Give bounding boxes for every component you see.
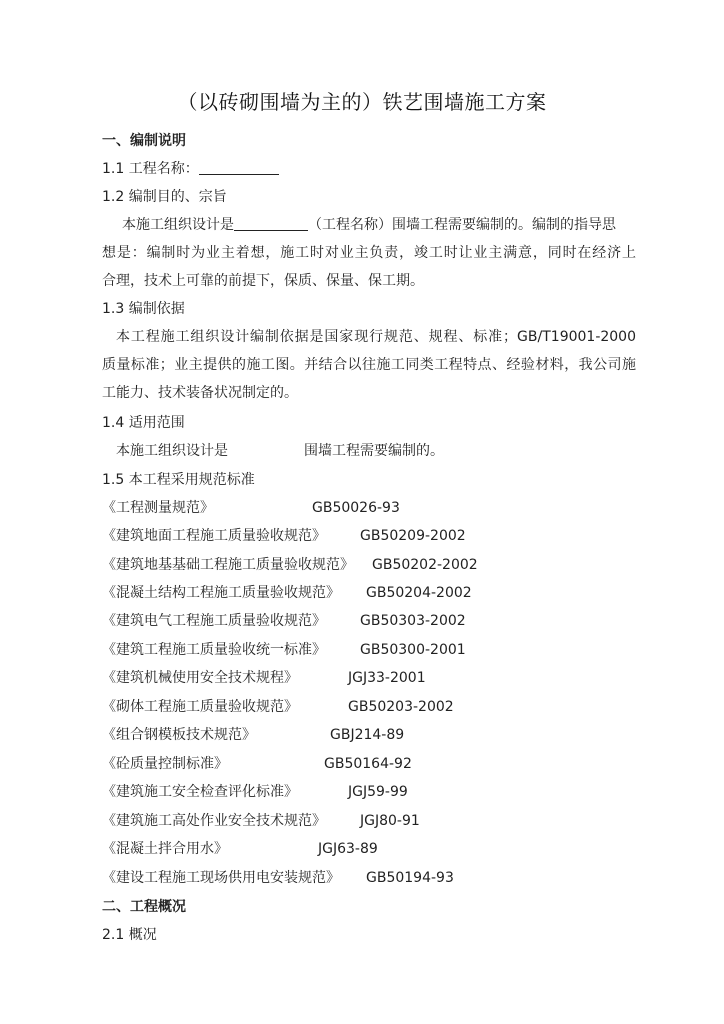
subsection-1-2-label: 1.2 编制目的、宗旨 [102,189,227,205]
standard-code: GBJ214-89 [330,727,405,743]
purpose-project-blank [234,216,308,231]
standard-code: GB50194-93 [366,870,454,886]
subsection-1-4-label: 1.4 适用范围 [102,415,185,431]
standard-code: JGJ63-89 [318,841,378,857]
standard-code: GB50164-92 [324,756,412,772]
scope-text-end: 围墙工程需要编制的。 [304,443,444,459]
project-name-label: 1.1 工程名称： [102,161,199,177]
subsection-1-5-label: 1.5 本工程采用规范标准 [102,472,255,488]
standard-code: GB50204-2002 [366,585,472,601]
subsection-2-1-label: 2.1 概况 [102,927,157,943]
standard-code: JGJ59-99 [348,784,408,800]
standard-name: 《砼质量控制标准》 [102,756,228,772]
standard-name: 《建筑机械使用安全技术规程》 [102,670,298,686]
scope-text-start: 本施工组织设计是 [116,443,228,459]
standard-code: GB50026-93 [312,500,400,516]
subsection-1-3-label: 1.3 编制依据 [102,301,185,317]
standard-name: 《建筑施工高处作业安全技术规范》 [102,813,326,829]
basis-paragraph-line-1: 本工程施工组织设计编制依据是国家现行规范、规程、标准；GB/T19001-2000 [116,329,636,345]
purpose-paragraph-line-1 [122,215,636,235]
standard-name: 《砌体工程施工质量验收规范》 [102,699,298,715]
document-title: （以砖砌围墙为主的）铁艺围墙施工方案 [177,90,547,114]
scope-paragraph [116,441,636,461]
standard-code: GB50209-2002 [360,528,466,544]
section-heading-1: 一、编制说明 [102,133,186,149]
standard-name: 《建设工程施工现场供用电安装规范》 [102,870,340,886]
purpose-paragraph-line-2: 想是：编制时为业主着想，施工时对业主负责，竣工时让业主满意，同时在经济上 [102,245,636,261]
standard-name: 《组合钢模板技术规范》 [102,727,256,743]
standard-name: 《建筑施工安全检查评化标准》 [102,784,298,800]
standard-code: GB50202-2002 [372,557,478,573]
standard-name: 《工程测量规范》 [102,500,214,516]
basis-paragraph-line-2: 质量标准；业主提供的施工图。并结合以往施工同类工程特点、经验材料，我公司施 [102,357,636,373]
project-name-line [102,159,636,179]
standard-name: 《建筑工程施工质量验收统一标准》 [102,642,326,658]
standard-code: GB50303-2002 [360,613,466,629]
standard-name: 《混凝土结构工程施工质量验收规范》 [102,585,340,601]
standard-name: 《建筑地面工程施工质量验收规范》 [102,528,326,544]
standard-name: 《建筑电气工程施工质量验收规范》 [102,613,326,629]
section-heading-2: 二、工程概况 [102,899,186,915]
standard-name: 《混凝土拌合用水》 [102,841,228,857]
standard-code: JGJ33-2001 [348,670,426,686]
basis-paragraph-line-3: 工能力、技术装备状况制定的。 [102,385,298,401]
standard-code: GB50203-2002 [348,699,454,715]
standard-name: 《建筑地基基础工程施工质量验收规范》 [102,557,354,573]
standard-code: GB50300-2001 [360,642,466,658]
project-name-blank [199,160,279,175]
standard-code: JGJ80-91 [360,813,420,829]
purpose-text-start: 本施工组织设计是 [122,217,234,233]
purpose-text-rest: （工程名称）围墙工程需要编制的。编制的指导思 [308,217,616,233]
purpose-paragraph-line-3: 合理，技术上可靠的前提下，保质、保量、保工期。 [102,273,424,289]
